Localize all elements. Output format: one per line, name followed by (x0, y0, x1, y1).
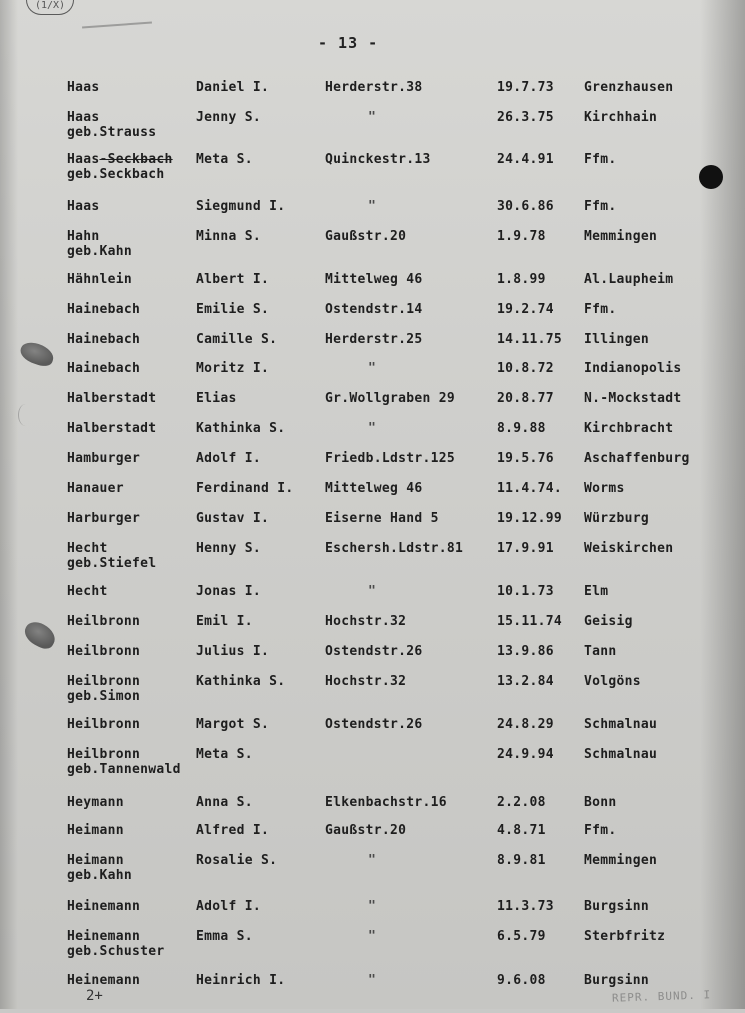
record-given-name: Ferdinand I. (196, 481, 294, 496)
record-birth-date: 10.1.73 (497, 584, 554, 599)
record-birth-place: Ffm. (584, 302, 617, 317)
record-surname: Heymann (67, 795, 124, 810)
record-address: Ostendstr.14 (325, 302, 423, 317)
record-given-name: Siegmund I. (196, 199, 286, 214)
record-row (0, 541, 745, 581)
page-number: - 13 - (318, 34, 379, 52)
record-surname: Hamburger (67, 451, 141, 466)
record-birth-place: Grenzhausen (584, 80, 674, 95)
record-surname: Hanauer (67, 481, 124, 496)
record-birth-place: Elm (584, 584, 609, 599)
footer-stamp: REPR. BUND. I (611, 988, 712, 1005)
record-birth-date: 9.6.08 (497, 973, 546, 988)
record-address: Elkenbachstr.16 (325, 795, 447, 810)
record-birth-place: Schmalnau (584, 717, 658, 732)
record-surname: Haas (67, 80, 100, 95)
record-birth-date: 20.8.77 (497, 391, 554, 406)
record-birth-date: 2.2.08 (497, 795, 546, 810)
record-surname: Haas (67, 110, 100, 125)
record-birth-date: 11.4.74. (497, 481, 563, 496)
record-birth-place: Weiskirchen (584, 541, 674, 556)
record-birth-place: Kirchbracht (584, 421, 674, 436)
record-given-name: Kathinka S. (196, 674, 286, 689)
record-birth-date: 15.11.74 (497, 614, 563, 629)
record-birth-place: Memmingen (584, 229, 658, 244)
record-surname: Haas-Seckbach (67, 152, 173, 167)
record-maiden-name: geb.Simon (67, 689, 141, 704)
record-row (0, 152, 745, 192)
record-birth-date: 17.9.91 (497, 541, 554, 556)
record-given-name: Henny S. (196, 541, 262, 556)
record-address: " (368, 584, 377, 599)
record-given-name: Kathinka S. (196, 421, 286, 436)
record-given-name: Jonas I. (196, 584, 262, 599)
record-row (0, 747, 745, 787)
record-given-name: Camille S. (196, 332, 278, 347)
record-birth-place: Al.Laupheim (584, 272, 674, 287)
record-row (0, 929, 745, 969)
record-address: " (368, 361, 377, 376)
record-surname: Haas (67, 199, 100, 214)
record-address: Ostendstr.26 (325, 717, 423, 732)
record-address: " (368, 853, 377, 868)
record-birth-place: Ffm. (584, 152, 617, 167)
record-birth-date: 14.11.75 (497, 332, 563, 347)
record-surname: Hahn (67, 229, 100, 244)
record-surname: Hainebach (67, 302, 141, 317)
record-address: " (368, 973, 377, 988)
record-surname: Heinemann (67, 973, 141, 988)
record-given-name: Meta S. (196, 747, 253, 762)
record-birth-place: Würzburg (584, 511, 650, 526)
record-address: " (368, 199, 377, 214)
record-row (0, 110, 745, 150)
record-birth-date: 10.8.72 (497, 361, 554, 376)
record-given-name: Emil I. (196, 614, 253, 629)
record-maiden-name: geb.Kahn (67, 868, 133, 883)
record-surname: Heinemann (67, 929, 141, 944)
record-surname: Halberstadt (67, 391, 157, 406)
record-address: Gaußstr.20 (325, 229, 407, 244)
record-birth-place: Burgsinn (584, 973, 650, 988)
record-birth-date: 6.5.79 (497, 929, 546, 944)
record-row (0, 853, 745, 893)
record-birth-place: Schmalnau (584, 747, 658, 762)
record-birth-place: Volgöns (584, 674, 641, 689)
record-surname: Heimann (67, 853, 124, 868)
record-surname: Hainebach (67, 332, 141, 347)
archive-corner-mark: (1/X) (26, 0, 74, 15)
record-birth-date: 26.3.75 (497, 110, 554, 125)
record-address: Eschersh.Ldstr.81 (325, 541, 464, 556)
record-birth-date: 19.12.99 (497, 511, 563, 526)
record-maiden-name: geb.Kahn (67, 244, 133, 259)
record-given-name: Adolf I. (196, 451, 262, 466)
record-address: Ostendstr.26 (325, 644, 423, 659)
record-given-name: Alfred I. (196, 823, 270, 838)
record-given-name: Emma S. (196, 929, 253, 944)
record-birth-place: Sterbfritz (584, 929, 666, 944)
record-address: Mittelweg 46 (325, 272, 423, 287)
record-given-name: Emilie S. (196, 302, 270, 317)
record-row (0, 229, 745, 269)
record-surname: Halberstadt (67, 421, 157, 436)
record-birth-date: 24.9.94 (497, 747, 554, 762)
pen-stroke (82, 22, 152, 29)
record-given-name: Albert I. (196, 272, 270, 287)
footer-handwritten-mark: 2+ (86, 988, 103, 1004)
record-surname: Heilbronn (67, 717, 141, 732)
record-address: Gaußstr.20 (325, 823, 407, 838)
record-surname: Harburger (67, 511, 141, 526)
record-address: Quinckestr.13 (325, 152, 431, 167)
record-birth-date: 1.8.99 (497, 272, 546, 287)
record-address: " (368, 899, 377, 914)
record-row (0, 674, 745, 714)
record-birth-place: Kirchhain (584, 110, 658, 125)
record-birth-place: Ffm. (584, 823, 617, 838)
record-birth-date: 4.8.71 (497, 823, 546, 838)
record-given-name: Daniel I. (196, 80, 270, 95)
record-address: " (368, 110, 377, 125)
record-maiden-name: geb.Tannenwald (67, 762, 181, 777)
record-surname: Heilbronn (67, 747, 141, 762)
record-address: Gr.Wollgraben 29 (325, 391, 456, 406)
record-birth-place: Illingen (584, 332, 650, 347)
record-birth-place: Worms (584, 481, 625, 496)
record-birth-date: 24.4.91 (497, 152, 554, 167)
record-birth-date: 19.2.74 (497, 302, 554, 317)
record-address: Hochstr.32 (325, 674, 407, 689)
record-given-name: Anna S. (196, 795, 253, 810)
record-birth-date: 11.3.73 (497, 899, 554, 914)
record-address: " (368, 421, 377, 436)
record-address: " (368, 929, 377, 944)
record-birth-place: Aschaffenburg (584, 451, 690, 466)
record-birth-place: Memmingen (584, 853, 658, 868)
record-maiden-name: geb.Schuster (67, 944, 165, 959)
record-surname: Hähnlein (67, 272, 133, 287)
record-birth-place: Ffm. (584, 199, 617, 214)
record-birth-date: 1.9.78 (497, 229, 546, 244)
record-address: Herderstr.25 (325, 332, 423, 347)
record-birth-place: Geisig (584, 614, 633, 629)
record-given-name: Julius I. (196, 644, 270, 659)
record-given-name: Minna S. (196, 229, 262, 244)
record-birth-place: Burgsinn (584, 899, 650, 914)
record-surname: Heilbronn (67, 614, 141, 629)
record-birth-place: Indianopolis (584, 361, 682, 376)
record-surname: Hainebach (67, 361, 141, 376)
record-address: Hochstr.32 (325, 614, 407, 629)
record-surname: Heimann (67, 823, 124, 838)
record-maiden-name: geb.Stiefel (67, 556, 157, 571)
record-birth-date: 19.5.76 (497, 451, 554, 466)
record-address: Mittelweg 46 (325, 481, 423, 496)
record-maiden-name: geb.Strauss (67, 125, 157, 140)
record-given-name: Elias (196, 391, 237, 406)
record-birth-date: 24.8.29 (497, 717, 554, 732)
record-given-name: Moritz I. (196, 361, 270, 376)
record-given-name: Jenny S. (196, 110, 262, 125)
record-surname: Hecht (67, 584, 108, 599)
record-surname: Heilbronn (67, 674, 141, 689)
record-birth-date: 13.9.86 (497, 644, 554, 659)
record-given-name: Gustav I. (196, 511, 270, 526)
record-address: Herderstr.38 (325, 80, 423, 95)
record-address: Eiserne Hand 5 (325, 511, 439, 526)
record-birth-date: 8.9.81 (497, 853, 546, 868)
record-given-name: Adolf I. (196, 899, 262, 914)
record-maiden-name: geb.Seckbach (67, 167, 165, 182)
record-given-name: Rosalie S. (196, 853, 278, 868)
record-surname: Heilbronn (67, 644, 141, 659)
record-surname: Heinemann (67, 899, 141, 914)
record-birth-date: 30.6.86 (497, 199, 554, 214)
record-address: Friedb.Ldstr.125 (325, 451, 456, 466)
record-birth-date: 8.9.88 (497, 421, 546, 436)
record-given-name: Margot S. (196, 717, 270, 732)
record-given-name: Heinrich I. (196, 973, 286, 988)
record-birth-date: 13.2.84 (497, 674, 554, 689)
record-surname: Hecht (67, 541, 108, 556)
record-birth-place: Bonn (584, 795, 617, 810)
record-birth-place: Tann (584, 644, 617, 659)
record-birth-place: N.-Mockstadt (584, 391, 682, 406)
record-given-name: Meta S. (196, 152, 253, 167)
record-birth-date: 19.7.73 (497, 80, 554, 95)
